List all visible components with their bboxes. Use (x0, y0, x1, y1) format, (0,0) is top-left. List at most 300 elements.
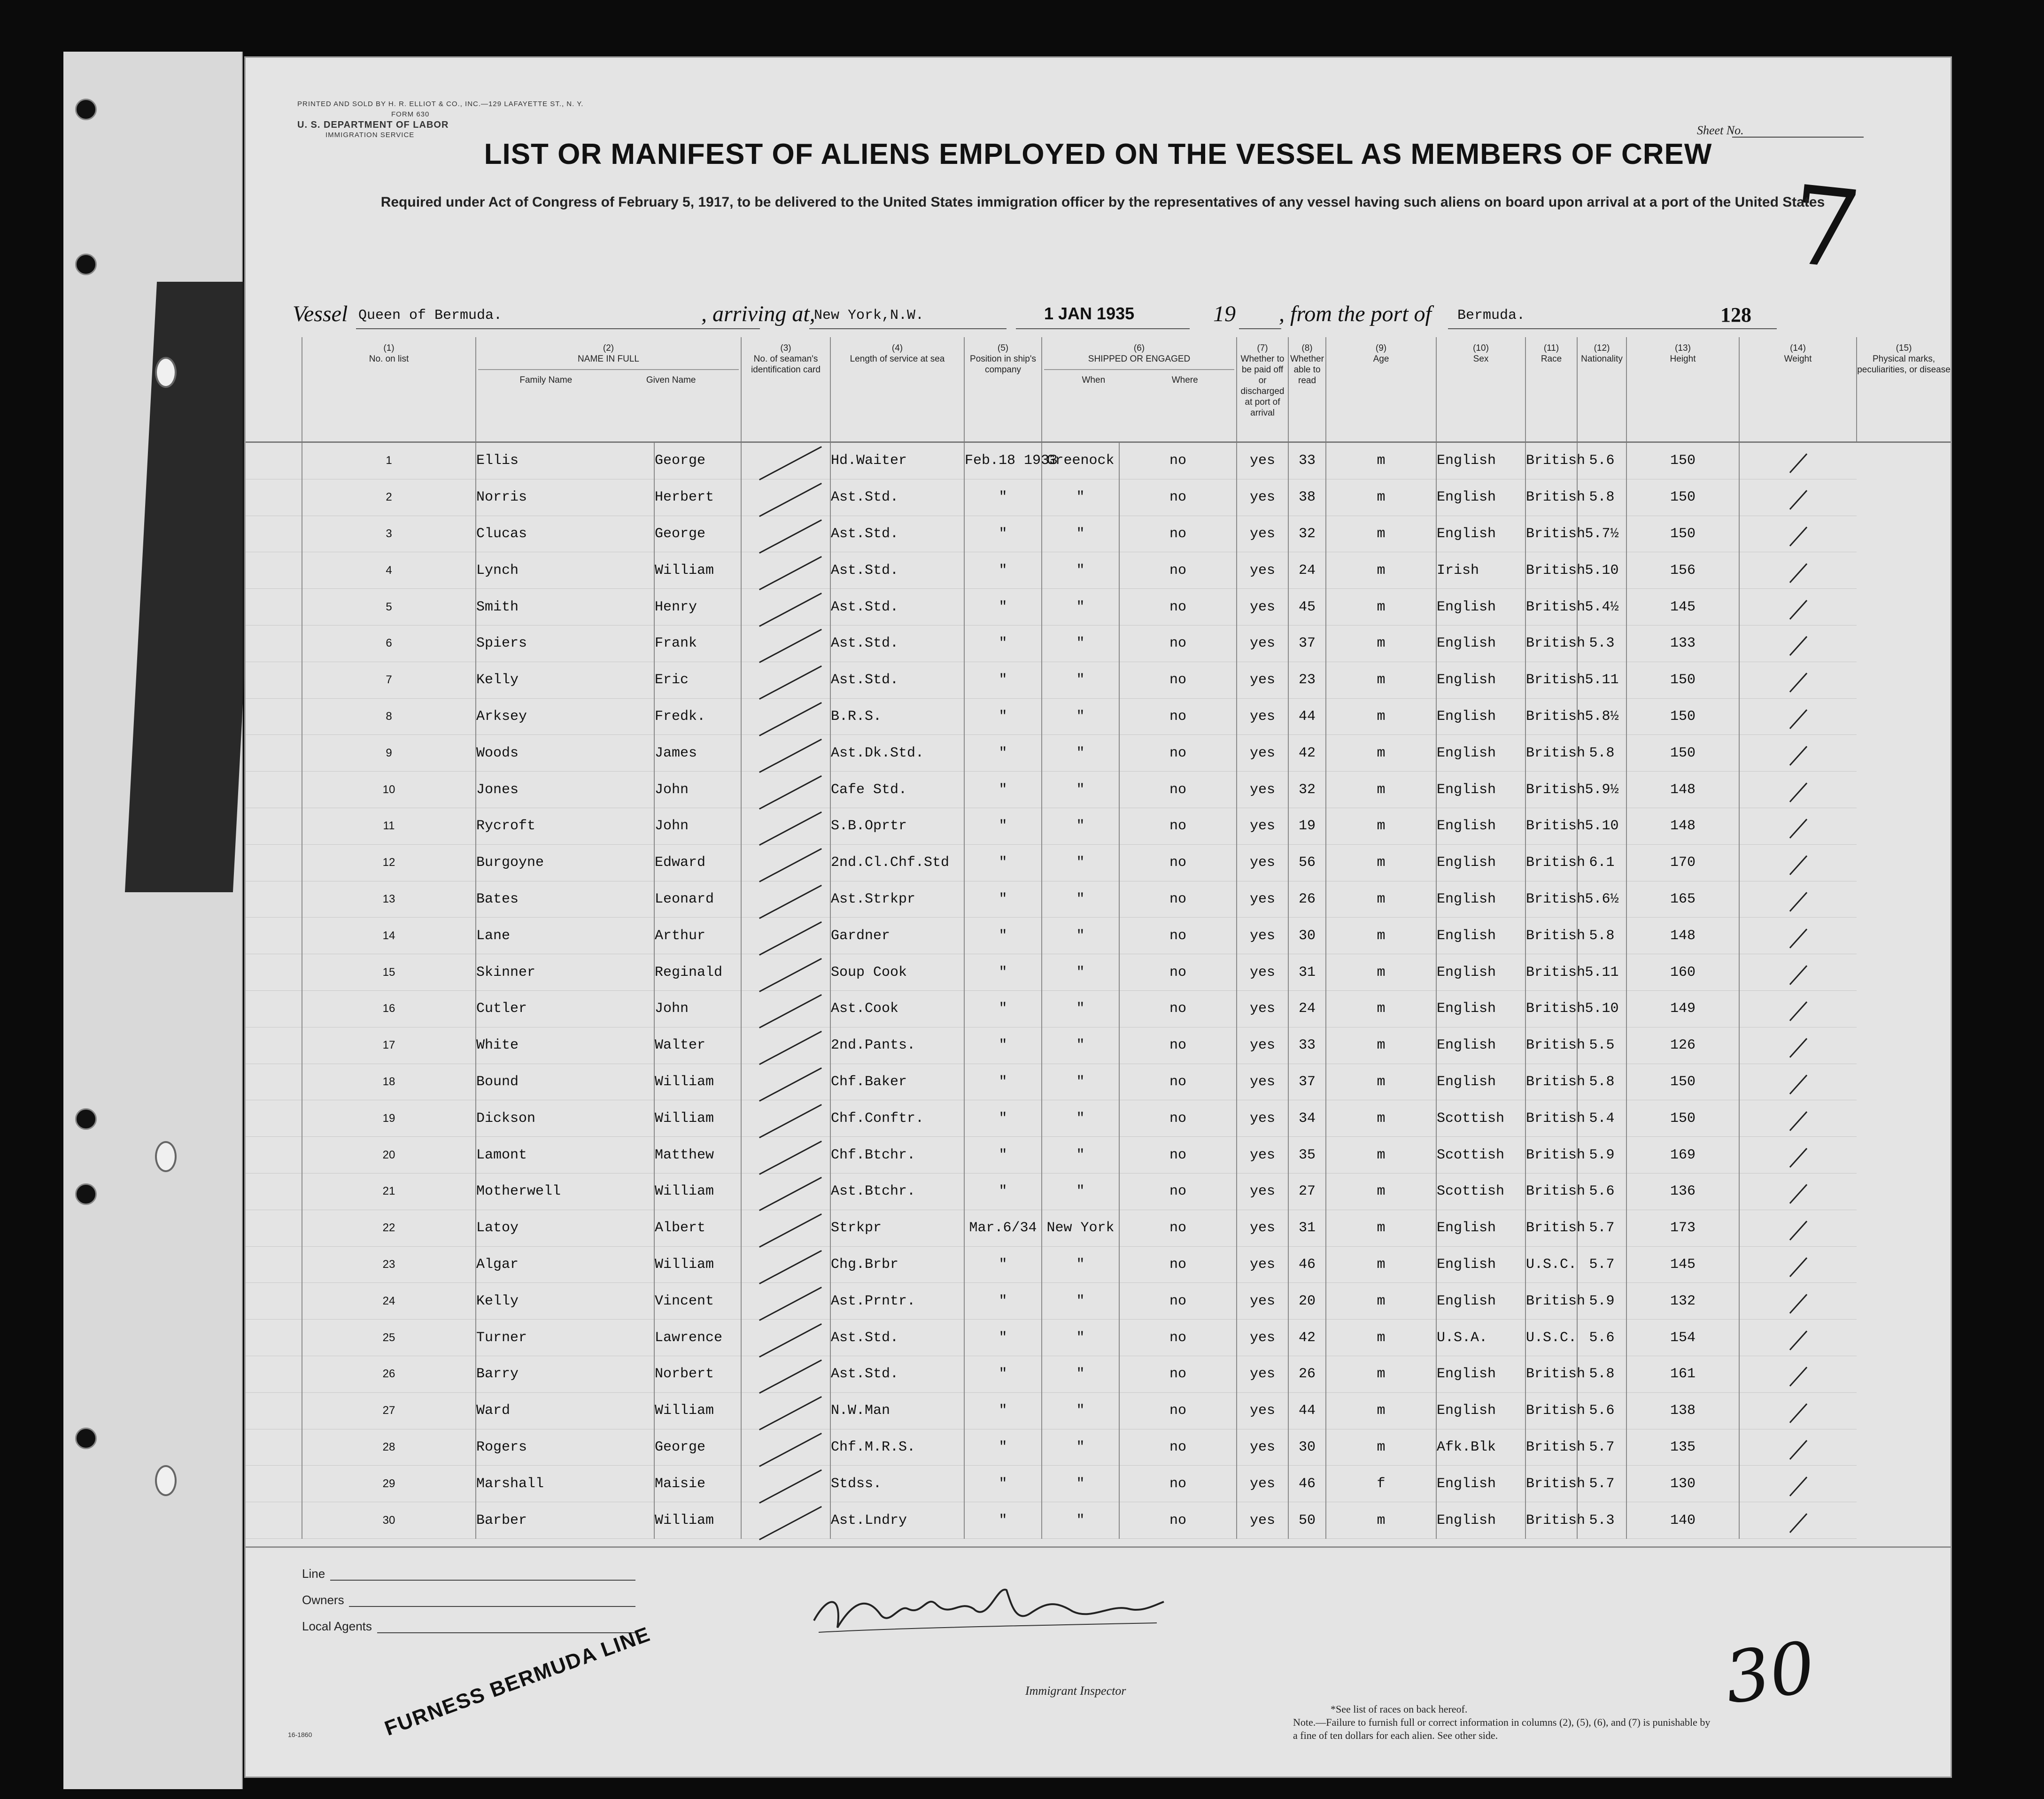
year-underline (1239, 328, 1281, 329)
nationality-cell: British (1525, 881, 1577, 918)
check-mark (1789, 856, 1807, 875)
table-row (246, 1392, 1951, 1429)
shipped-where-cell: " (1042, 1137, 1119, 1174)
manifest-footer (246, 1546, 1951, 1773)
physical-marks-cell (1739, 479, 1857, 516)
given-name-cell: George (654, 442, 741, 479)
check-mark (1789, 1002, 1807, 1021)
nationality-cell: British (1525, 589, 1577, 625)
shipped-when-cell: " (964, 1283, 1042, 1320)
given-name-cell: Herbert (654, 479, 741, 516)
family-name-cell: Motherwell (476, 1173, 654, 1210)
row-number-cell: 23 (302, 1246, 476, 1283)
position-cell: B.R.S. (830, 698, 964, 735)
position-cell: Ast.Prntr. (830, 1283, 964, 1320)
height-cell: 5.6 (1577, 1392, 1626, 1429)
shipped-where-cell: " (1042, 479, 1119, 516)
shipped-when-cell: " (964, 698, 1042, 735)
able-to-read-cell: yes (1237, 1173, 1288, 1210)
shipped-when-cell: " (964, 735, 1042, 772)
id-card-mark-cell (741, 662, 830, 698)
row-number-cell: 19 (302, 1100, 476, 1137)
table-row (246, 1064, 1951, 1100)
pen-stroke-mark (759, 1067, 822, 1102)
height-cell: 5.8 (1577, 1064, 1626, 1100)
nationality-cell: British (1525, 1466, 1577, 1502)
footer-note (1293, 1703, 1716, 1742)
height-cell: 5.7½ (1577, 516, 1626, 552)
table-row (246, 1429, 1951, 1466)
pen-stroke-mark (759, 1469, 822, 1504)
pen-stroke-mark (759, 446, 822, 480)
paid-off-cell: no (1119, 1137, 1237, 1174)
given-name-cell: Leonard (654, 881, 741, 918)
given-name-cell: George (654, 516, 741, 552)
position-cell: Ast.Strkpr (830, 881, 964, 918)
position-cell: Hd.Waiter (830, 442, 964, 479)
height-cell: 5.10 (1577, 808, 1626, 844)
weight-cell: 150 (1626, 479, 1739, 516)
date-stamp: 1 JAN 1935 (1044, 304, 1135, 323)
age-cell: 38 (1288, 479, 1326, 516)
row-number-cell: 13 (302, 881, 476, 918)
pen-stroke-mark (759, 885, 822, 919)
sex-cell: m (1326, 1502, 1436, 1539)
pen-stroke-mark (759, 593, 822, 627)
row-number-cell: 29 (302, 1466, 476, 1502)
physical-marks-cell (1739, 881, 1857, 918)
manifest-sheet (244, 56, 1952, 1778)
weight-cell: 165 (1626, 881, 1739, 918)
race-cell: U.S.A. (1436, 1320, 1525, 1356)
height-cell: 5.11 (1577, 954, 1626, 991)
paid-off-cell: no (1119, 954, 1237, 991)
pen-stroke-mark (759, 775, 822, 810)
spacer-cell (246, 698, 302, 735)
age-cell: 23 (1288, 662, 1326, 698)
family-name-cell: Latoy (476, 1210, 654, 1246)
family-name-cell: Spiers (476, 625, 654, 662)
paid-off-cell: no (1119, 552, 1237, 589)
binder-ring (155, 1141, 177, 1172)
paid-off-cell: no (1119, 1246, 1237, 1283)
position-cell: Ast.Std. (830, 479, 964, 516)
weight-cell: 136 (1626, 1173, 1739, 1210)
spacer-cell (246, 1320, 302, 1356)
physical-marks-cell (1739, 1210, 1857, 1246)
age-cell: 30 (1288, 1429, 1326, 1466)
shipped-when-cell: " (964, 1064, 1042, 1100)
family-name-cell: Turner (476, 1320, 654, 1356)
col-header: (7) Whether to be paid off or discharged at port of arrival (1237, 337, 1288, 442)
race-cell: English (1436, 1064, 1525, 1100)
physical-marks-cell (1739, 1064, 1857, 1100)
inspector-signature (809, 1576, 1166, 1642)
height-cell: 5.8 (1577, 735, 1626, 772)
arriving-label: , arriving at, (701, 301, 815, 326)
paid-off-cell: no (1119, 442, 1237, 479)
col-header: (13) Height (1626, 337, 1739, 442)
weight-cell: 161 (1626, 1356, 1739, 1392)
shipped-when-cell: " (964, 625, 1042, 662)
check-mark (1789, 709, 1807, 729)
pen-stroke-mark (759, 1433, 822, 1467)
sex-cell: m (1326, 954, 1436, 991)
check-mark (1789, 563, 1807, 583)
sex-cell: f (1326, 1466, 1436, 1502)
paid-off-cell: no (1119, 918, 1237, 954)
row-number-cell: 10 (302, 772, 476, 808)
table-row (246, 589, 1951, 625)
paid-off-cell: no (1119, 735, 1237, 772)
sex-cell: m (1326, 625, 1436, 662)
physical-marks-cell (1739, 1320, 1857, 1356)
given-name-cell: Norbert (654, 1356, 741, 1392)
paid-off-cell: no (1119, 808, 1237, 844)
race-cell: English (1436, 589, 1525, 625)
inspector-label: Immigrant Inspector (1025, 1684, 1126, 1698)
family-name-cell: Lamont (476, 1137, 654, 1174)
sex-cell: m (1326, 1210, 1436, 1246)
able-to-read-cell: yes (1237, 442, 1288, 479)
binder-hole (75, 99, 97, 120)
able-to-read-cell: yes (1237, 954, 1288, 991)
height-cell: 5.6½ (1577, 881, 1626, 918)
shipped-when-cell: Mar.6/34 (964, 1210, 1042, 1246)
row-number-cell: 25 (302, 1320, 476, 1356)
paid-off-cell: no (1119, 1356, 1237, 1392)
family-name-cell: Kelly (476, 662, 654, 698)
able-to-read-cell: yes (1237, 1246, 1288, 1283)
from-port-underline (1448, 328, 1777, 329)
check-mark (1789, 1074, 1807, 1094)
physical-marks-cell (1739, 990, 1857, 1027)
row-number-cell: 21 (302, 1173, 476, 1210)
arriving-port: New York,N.W. (814, 308, 924, 324)
check-mark (1789, 819, 1807, 839)
table-row (246, 735, 1951, 772)
age-cell: 26 (1288, 1356, 1326, 1392)
spacer-cell (246, 479, 302, 516)
row-number-cell: 8 (302, 698, 476, 735)
pen-stroke-mark (759, 1323, 822, 1357)
family-name-cell: Clucas (476, 516, 654, 552)
owners-label: Owners (302, 1593, 344, 1607)
pen-stroke-mark (759, 1359, 822, 1394)
height-cell: 5.7 (1577, 1466, 1626, 1502)
physical-marks-cell (1739, 589, 1857, 625)
physical-marks-cell (1739, 442, 1857, 479)
position-cell: Soup Cook (830, 954, 964, 991)
physical-marks-cell (1739, 516, 1857, 552)
age-cell: 33 (1288, 442, 1326, 479)
check-mark (1789, 746, 1807, 765)
weight-cell: 154 (1626, 1320, 1739, 1356)
race-cell: English (1436, 698, 1525, 735)
age-cell: 42 (1288, 735, 1326, 772)
col-header: (12) Nationality (1577, 337, 1626, 442)
shipped-where-cell: New York (1042, 1210, 1119, 1246)
age-cell: 24 (1288, 990, 1326, 1027)
weight-cell: 148 (1626, 772, 1739, 808)
race-cell: English (1436, 772, 1525, 808)
able-to-read-cell: yes (1237, 516, 1288, 552)
position-cell: Ast.Std. (830, 1320, 964, 1356)
table-row (246, 516, 1951, 552)
spacer-cell (246, 1246, 302, 1283)
race-cell: Scottish (1436, 1100, 1525, 1137)
family-name-cell: Bates (476, 881, 654, 918)
spacer-cell (246, 1283, 302, 1320)
row-number-cell: 27 (302, 1392, 476, 1429)
height-cell: 5.10 (1577, 552, 1626, 589)
row-number-cell: 12 (302, 844, 476, 881)
race-cell: English (1436, 1210, 1525, 1246)
age-cell: 27 (1288, 1173, 1326, 1210)
height-cell: 5.4 (1577, 1100, 1626, 1137)
paid-off-cell: no (1119, 881, 1237, 918)
id-card-mark-cell (741, 881, 830, 918)
able-to-read-cell: yes (1237, 625, 1288, 662)
shipped-when-cell: " (964, 1429, 1042, 1466)
position-cell: Chf.Conftr. (830, 1100, 964, 1137)
shipped-where-cell: " (1042, 1064, 1119, 1100)
race-cell: Scottish (1436, 1137, 1525, 1174)
able-to-read-cell: yes (1237, 735, 1288, 772)
given-name-cell: James (654, 735, 741, 772)
race-cell: English (1436, 1356, 1525, 1392)
spacer-cell (246, 1064, 302, 1100)
pen-stroke-mark (759, 665, 822, 700)
height-cell: 5.9½ (1577, 772, 1626, 808)
given-name-cell: John (654, 808, 741, 844)
spacer-cell (246, 662, 302, 698)
sex-cell: m (1326, 772, 1436, 808)
id-card-mark-cell (741, 1027, 830, 1064)
department-label: U. S. DEPARTMENT OF LABOR (297, 120, 449, 130)
check-mark (1789, 1111, 1807, 1131)
table-row (246, 990, 1951, 1027)
able-to-read-cell: yes (1237, 662, 1288, 698)
sex-cell: m (1326, 735, 1436, 772)
height-cell: 5.10 (1577, 990, 1626, 1027)
weight-cell: 149 (1626, 990, 1739, 1027)
shipped-when-cell: " (964, 1320, 1042, 1356)
given-name-cell: Lawrence (654, 1320, 741, 1356)
shipped-where-cell: " (1042, 1173, 1119, 1210)
able-to-read-cell: yes (1237, 1502, 1288, 1539)
sex-cell: m (1326, 1356, 1436, 1392)
page-number: 128 (1720, 303, 1751, 326)
shipped-when-cell: " (964, 1027, 1042, 1064)
pen-stroke-mark (759, 1396, 822, 1430)
paid-off-cell: no (1119, 1392, 1237, 1429)
pen-stroke-mark (759, 811, 822, 846)
nationality-cell: British (1525, 1210, 1577, 1246)
sex-cell: m (1326, 1320, 1436, 1356)
age-cell: 44 (1288, 1392, 1326, 1429)
pen-stroke-mark (759, 702, 822, 736)
age-cell: 35 (1288, 1137, 1326, 1174)
races-note: *See list of races on back hereof. (1331, 1703, 1468, 1715)
nationality-cell: British (1525, 442, 1577, 479)
sex-cell: m (1326, 1429, 1436, 1466)
family-name-cell: Burgoyne (476, 844, 654, 881)
physical-marks-cell (1739, 1392, 1857, 1429)
id-card-mark-cell (741, 954, 830, 991)
weight-cell: 150 (1626, 662, 1739, 698)
family-name-cell: Dickson (476, 1100, 654, 1137)
weight-cell: 160 (1626, 954, 1739, 991)
shipped-when-cell: " (964, 479, 1042, 516)
given-name-cell: William (654, 1392, 741, 1429)
height-cell: 5.3 (1577, 625, 1626, 662)
nationality-cell: British (1525, 479, 1577, 516)
nationality-cell: British (1525, 1027, 1577, 1064)
spacer-cell (246, 881, 302, 918)
handwritten-sheet-number: 7 (1784, 162, 1866, 294)
id-card-mark-cell (741, 918, 830, 954)
sex-cell: m (1326, 1283, 1436, 1320)
id-card-mark-cell (741, 552, 830, 589)
position-cell: Ast.Btchr. (830, 1173, 964, 1210)
vessel-name: Queen of Bermuda. (358, 308, 503, 324)
nationality-cell: British (1525, 1137, 1577, 1174)
paid-off-cell: no (1119, 1320, 1237, 1356)
pen-stroke-mark (759, 1104, 822, 1138)
spacer-cell (246, 1429, 302, 1466)
weight-cell: 150 (1626, 1100, 1739, 1137)
age-cell: 37 (1288, 1064, 1326, 1100)
id-card-mark-cell (741, 1502, 830, 1539)
col-header: (10) Sex (1436, 337, 1525, 442)
shipped-when-cell: " (964, 1392, 1042, 1429)
height-cell: 5.8 (1577, 1356, 1626, 1392)
height-cell: 5.8 (1577, 918, 1626, 954)
shipped-when-cell: " (964, 808, 1042, 844)
shipped-when-cell: " (964, 772, 1042, 808)
physical-marks-cell (1739, 662, 1857, 698)
id-card-mark-cell (741, 808, 830, 844)
col-header: (15) Physical marks, peculiarities, or disease (1857, 337, 1951, 442)
local-agents-label: Local Agents (302, 1619, 372, 1633)
spacer-cell (246, 844, 302, 881)
id-card-mark-cell (741, 844, 830, 881)
able-to-read-cell: yes (1237, 1064, 1288, 1100)
spacer-cell (246, 1392, 302, 1429)
shipped-when-cell: " (964, 589, 1042, 625)
pen-stroke-mark (759, 629, 822, 663)
position-cell: Cafe Std. (830, 772, 964, 808)
id-card-mark-cell (741, 442, 830, 479)
table-row (246, 1027, 1951, 1064)
spacer-cell (246, 772, 302, 808)
family-name-cell: Bound (476, 1064, 654, 1100)
position-cell: Ast.Std. (830, 1356, 964, 1392)
able-to-read-cell: yes (1237, 1466, 1288, 1502)
weight-cell: 135 (1626, 1429, 1739, 1466)
shipped-when-cell: " (964, 918, 1042, 954)
check-mark (1789, 1367, 1807, 1387)
family-name-cell: Ward (476, 1392, 654, 1429)
nationality-cell: British (1525, 990, 1577, 1027)
paid-off-cell: no (1119, 772, 1237, 808)
arriving-underline (809, 328, 1007, 329)
weight-cell: 150 (1626, 698, 1739, 735)
weight-cell: 145 (1626, 1246, 1739, 1283)
page-title: LIST OR MANIFEST OF ALIENS EMPLOYED ON THE VESSEL AS MEMBERS OF CREW (484, 138, 1712, 170)
sex-cell: m (1326, 662, 1436, 698)
family-name-cell: White (476, 1027, 654, 1064)
height-cell: 5.6 (1577, 1173, 1626, 1210)
pen-stroke-mark (759, 1250, 822, 1284)
check-mark (1789, 454, 1807, 473)
weight-cell: 130 (1626, 1466, 1739, 1502)
paid-off-cell: no (1119, 990, 1237, 1027)
row-number-cell: 17 (302, 1027, 476, 1064)
shipped-where-cell: " (1042, 662, 1119, 698)
row-number-cell: 11 (302, 808, 476, 844)
shipped-where-cell: " (1042, 735, 1119, 772)
position-cell: Ast.Std. (830, 589, 964, 625)
nationality-cell: British (1525, 844, 1577, 881)
spacer-cell (246, 1502, 302, 1539)
paid-off-cell: no (1119, 1210, 1237, 1246)
row-number-cell: 24 (302, 1283, 476, 1320)
check-mark (1789, 1513, 1807, 1533)
height-cell: 5.9 (1577, 1283, 1626, 1320)
spacer-cell (246, 954, 302, 991)
shipped-where-cell: Greenock (1042, 442, 1119, 479)
able-to-read-cell: yes (1237, 881, 1288, 918)
table-row (246, 698, 1951, 735)
check-mark (1789, 526, 1807, 546)
spacer-cell (246, 625, 302, 662)
physical-marks-cell (1739, 698, 1857, 735)
id-card-mark-cell (741, 1356, 830, 1392)
sex-cell: m (1326, 918, 1436, 954)
paid-off-cell: no (1119, 662, 1237, 698)
family-name-cell: Jones (476, 772, 654, 808)
check-mark (1789, 1476, 1807, 1496)
given-name-cell: Fredk. (654, 698, 741, 735)
shipped-where-cell: " (1042, 1027, 1119, 1064)
table-row (246, 442, 1951, 479)
sex-cell: m (1326, 589, 1436, 625)
weight-cell: 170 (1626, 844, 1739, 881)
position-cell: Chf.Btchr. (830, 1137, 964, 1174)
able-to-read-cell: yes (1237, 772, 1288, 808)
id-card-mark-cell (741, 1392, 830, 1429)
check-mark (1789, 1221, 1807, 1241)
able-to-read-cell: yes (1237, 1100, 1288, 1137)
table-row (246, 881, 1951, 918)
table-row (246, 1137, 1951, 1174)
age-cell: 44 (1288, 698, 1326, 735)
vessel-underline (356, 328, 760, 329)
check-mark (1789, 892, 1807, 911)
position-cell: Ast.Lndry (830, 1502, 964, 1539)
given-name-cell: William (654, 1246, 741, 1283)
height-cell: 5.5 (1577, 1027, 1626, 1064)
family-name-cell: Rogers (476, 1429, 654, 1466)
penalty-note: Note.—Failure to furnish full or correct information in columns (2), (5), (6), and (7) is punishable by a fine of ten dollars for each alien. See other side. (1293, 1716, 1711, 1741)
weight-cell: 150 (1626, 442, 1739, 479)
row-number-cell: 20 (302, 1137, 476, 1174)
paid-off-cell: no (1119, 844, 1237, 881)
position-cell: 2nd.Pants. (830, 1027, 964, 1064)
id-card-mark-cell (741, 698, 830, 735)
